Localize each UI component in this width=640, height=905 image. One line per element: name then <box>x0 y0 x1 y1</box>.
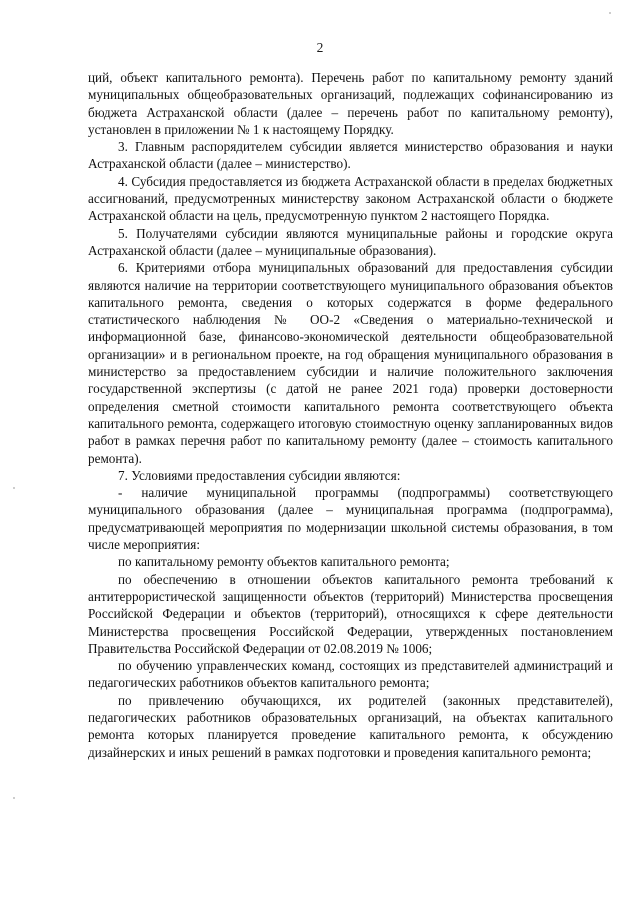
paragraph-item-4: 4. Субсидия предоставляется из бюджета Астраханской области в пределах бюджетных ассигнований, предусмотренных министерству законом Астраханской области о бюджете Астраханской области на цель, предусмотренную пунктом 2 настоящего Порядка. <box>88 173 613 224</box>
paragraph-continuation: ций, объект капитального ремонта). Перечень работ по капитальному ремонту зданий муниципальных общеобразовательных организаций, подлежащих софинансированию из бюджета Астраханской области (далее – перечень работ по капитальному ремонту), установлен в приложении № 1 к настоящему Порядку. <box>88 70 613 137</box>
paragraph-measure: по привлечению обучающихся, их родителей (законных представителей), педагогических работников образовательных организаций, на объектах капитального ремонта которых планируется проведение капитального ремонта, к обсуждению дизайнерских и иных решений в рамках подготовки и проведения капитального ремонта; <box>88 692 613 760</box>
paragraph-measure: по обучению управленческих команд, состоящих из представителей администраций и педагогических работников объектов капитального ремонта; <box>88 658 613 691</box>
paragraph-measure: по капитальному ремонту объектов капитального ремонта; <box>118 554 450 570</box>
paragraph-item-6: 6. Критериями отбора муниципальных образований для предоставления субсидии являются наличие на территории соответствующего муниципального образования объектов капитального ремонта, сведения о которых содержатся в форме федерального статистического наблюдения № ОО-2 «Сведения о материально-технической и информационной базе, финансово-экономической деятельности общеобразовательной организации» и в региональном проекте, на год обращения муниципального образования в министерство за предоставлением субсидии и наличие положительного заключения государственной экспертизы (с датой не ранее 2021 года) проверки достоверности определения сметной стоимости капитального ремонта соответствующего объекта капитального ремонта, содержащего итоговую стоимостную оценку запланированных видов работ в рамках перечня работ по капитальному ремонту (далее – стоимость капитального ремонта). <box>88 260 613 466</box>
paragraph-item-3: 3. Главным распорядителем субсидии является министерство образования и науки Астраханской области (далее – министерство). <box>88 139 613 172</box>
paragraph-item-5: 5. Получателями субсидии являются муниципальные районы и городские округа Астраханской области (далее – муниципальные образования). <box>88 225 613 258</box>
paragraph-measure: по обеспечению в отношении объектов капитального ремонта требований к антитеррористической защищенности объектов (территорий) Министерства просвещения Российской Федерации и объектов (территорий), относящихся к сфере деятельности Министерства просвещения Российской Федерации, утвержденных постановлением Правительства Российской Федерации от 02.08.2019 № 1006; <box>88 571 613 656</box>
paragraph-item-7: 7. Условиями предоставления субсидии являются: <box>118 467 401 483</box>
scan-speck <box>13 797 15 799</box>
scan-speck <box>13 487 15 489</box>
scan-speck <box>609 12 611 14</box>
paragraph-condition: - наличие муниципальной программы (подпрограммы) соответствующего муниципального образования (далее – муниципальная программа (подпрограмма), предусматривающей мероприятия по модернизации школьной системы образования, в том числе мероприятия: <box>88 485 613 553</box>
page-number: 2 <box>316 40 324 55</box>
document-body <box>88 69 613 761</box>
